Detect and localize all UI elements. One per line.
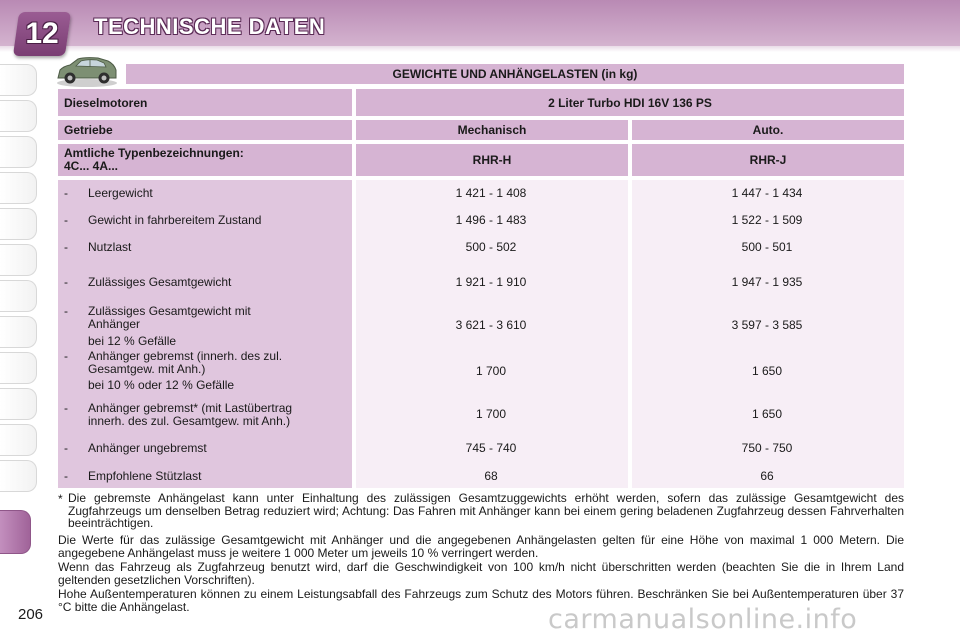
row-label: Anhänger gebremst* (mit Lastübertrag: [88, 401, 293, 415]
header-shadow: [0, 46, 960, 52]
chapter-tab[interactable]: [0, 460, 37, 492]
row-auto-value: 500 - 501: [741, 240, 793, 254]
row-manual-value: 1 421 - 1 408: [455, 186, 527, 200]
type-label: [58, 144, 352, 176]
chapter-tabs: [0, 64, 52, 564]
row-auto-value: 1 650: [751, 364, 783, 378]
gearbox-manual: Mechanisch: [356, 120, 628, 140]
type-auto: RHR-J: [632, 144, 904, 176]
row-label-line3: bei 10 % oder 12 % Gefälle: [88, 378, 235, 392]
car-icon: [54, 56, 120, 88]
chapter-tab[interactable]: [0, 352, 37, 384]
table-title: GEWICHTE UND ANHÄNGELASTEN (in kg): [126, 64, 904, 84]
chapter-tab[interactable]: [0, 208, 37, 240]
row-label: Zulässiges Gesamtgewicht mit: [88, 304, 251, 318]
row-dash: -: [64, 275, 68, 289]
row-manual-value: 1 921 - 1 910: [455, 275, 527, 289]
row-label-line2: innerh. des zul. Gesamtgew. mit Anh.): [88, 414, 291, 428]
footnote-star: *: [58, 492, 63, 506]
chapter-tab[interactable]: [0, 280, 37, 312]
row-auto-value: 1 650: [751, 407, 783, 421]
chapter-tab[interactable]: [0, 172, 37, 204]
row-dash: -: [64, 304, 68, 318]
row-manual-value: 68: [484, 469, 498, 483]
row-manual-value: 1 700: [475, 364, 507, 378]
row-label-line2: Anhänger: [88, 317, 141, 331]
type-manual: RHR-H: [356, 144, 628, 176]
row-dash: -: [64, 441, 68, 455]
row-label: Anhänger gebremst (innerh. des zul.: [88, 349, 283, 363]
row-label-line3: bei 12 % Gefälle: [88, 334, 177, 348]
row-label: Nutzlast: [88, 240, 132, 254]
row-label-line2: Gesamtgew. mit Anh.): [88, 362, 206, 376]
chapter-tab[interactable]: [0, 64, 37, 96]
row-dash: -: [64, 469, 68, 483]
row-auto-value: 1 447 - 1 434: [731, 186, 803, 200]
paragraph-temperature: Hohe Außentemperaturen können zu einem Leistungsabfall des Fahrzeugs zum Schutz des Motors führen. Beschränken Sie bei Außentemperaturen über 37 °C bitte die Anhängelast.: [58, 587, 904, 614]
watermark: carmanualsonline.info: [548, 604, 858, 635]
row-label: Leergewicht: [88, 186, 153, 200]
chapter-tab-active[interactable]: [0, 510, 31, 554]
row-dash: -: [64, 186, 68, 200]
chapter-number: 12: [25, 17, 59, 50]
type-label-line2: 4C... 4A...: [64, 159, 119, 173]
chapter-tab[interactable]: [0, 136, 37, 168]
row-label: Zulässiges Gesamtgewicht: [88, 275, 232, 289]
row-manual-value: 3 621 - 3 610: [455, 318, 527, 332]
row-manual-value: 1 700: [475, 407, 507, 421]
row-auto-value: 3 597 - 3 585: [731, 318, 803, 332]
row-dash: -: [64, 240, 68, 254]
paragraph-altitude: Die Werte für das zulässige Gesamtgewicht mit Anhänger und die angegebenen Anhängelasten gelten für eine Höhe von maximal 1 000 Metern. Die angegebene Anhängelast muss je weitere 1 000 Meter um jeweils 10 % verringert werden.: [58, 533, 904, 560]
chapter-tab[interactable]: [0, 316, 37, 348]
engine-value: 2 Liter Turbo HDI 16V 136 PS: [356, 89, 904, 116]
page-title: TECHNISCHE DATEN: [94, 14, 326, 39]
gearbox-auto: Auto.: [632, 120, 904, 140]
engine-label: Dieselmotoren: [58, 89, 352, 116]
row-auto-value: 1 947 - 1 935: [731, 275, 803, 289]
row-dash: -: [64, 213, 68, 227]
chapter-tab[interactable]: [0, 100, 37, 132]
row-manual-value: 1 496 - 1 483: [455, 213, 527, 227]
row-manual-value: 500 - 502: [465, 240, 517, 254]
row-auto-value: 750 - 750: [741, 441, 793, 455]
row-auto-value: 66: [760, 469, 774, 483]
gearbox-label: Getriebe: [58, 120, 352, 140]
type-label-line1: Amtliche Typenbezeichnungen:: [64, 146, 244, 160]
chapter-tab[interactable]: [0, 424, 37, 456]
page-number: 206: [18, 606, 44, 623]
row-label: Gewicht in fahrbereitem Zustand: [88, 213, 262, 227]
chapter-tab[interactable]: [0, 244, 37, 276]
footnote-text: Die gebremste Anhängelast kann unter Einhaltung des zulässigen Gesamtzuggewichts erhöht werden, sofern das zulässige Gesamtgewicht des Zugfahrzeugs um denselben Betrag reduziert wird; Achtung: Das Fahren mit Anhänger kann bei einem gering beladenen Zugfahrzeug dessen Fahrverhalten beeinträchtigen.: [68, 491, 904, 531]
row-label: Empfohlene Stützlast: [88, 469, 202, 483]
chapter-tab[interactable]: [0, 388, 37, 420]
row-manual-value: 745 - 740: [465, 441, 517, 455]
row-label: Anhänger ungebremst: [88, 441, 207, 455]
row-dash: -: [64, 401, 68, 415]
row-dash: -: [64, 349, 68, 363]
paragraph-speed: Wenn das Fahrzeug als Zugfahrzeug benutzt wird, darf die Geschwindigkeit von 100 km/h nicht überschritten werden (beachten Sie die in Ihrem Land geltenden gesetzlichen Vorschriften).: [58, 560, 904, 587]
row-auto-value: 1 522 - 1 509: [731, 213, 803, 227]
